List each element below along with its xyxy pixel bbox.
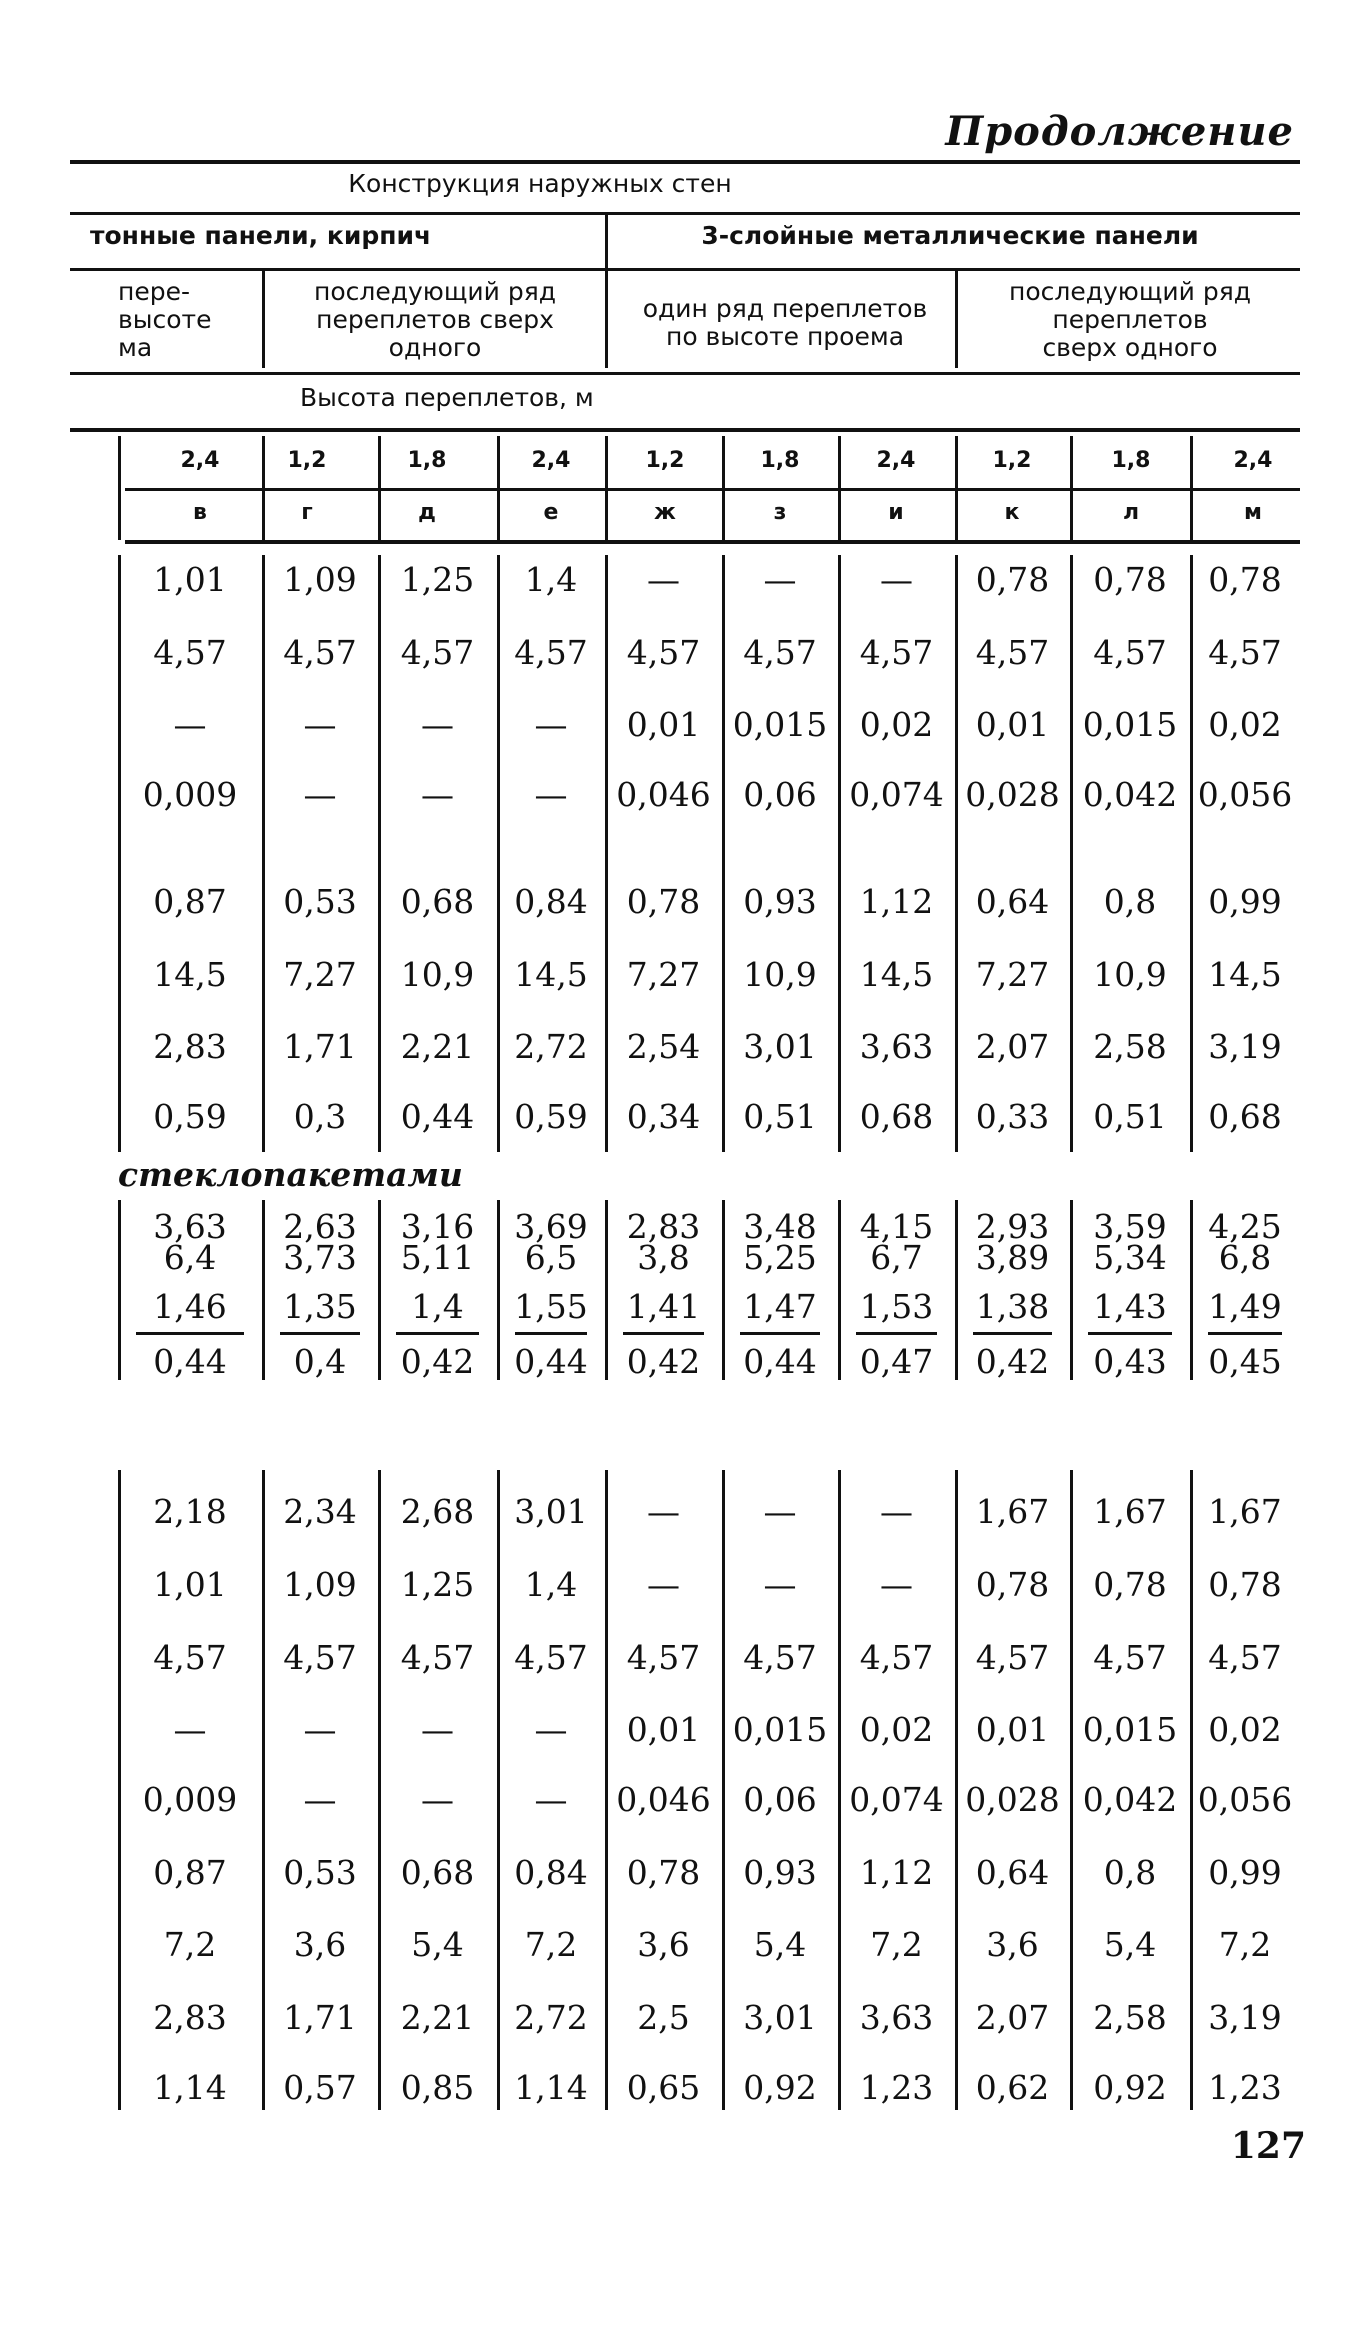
top-row-2-cell: —	[303, 705, 337, 744]
glazing-row-1-cell: 3,89	[975, 1238, 1050, 1277]
fraction-bar-7	[973, 1332, 1052, 1335]
body-divider-9-1	[1190, 1200, 1193, 1380]
bottom-row-8-cell: 0,65	[626, 2068, 701, 2107]
top-row-5-cell: 7,27	[975, 955, 1050, 994]
top-row-6-cell: 2,58	[1093, 1027, 1167, 1066]
fraction-numerator-cell: 1,41	[626, 1287, 701, 1326]
bottom-row-1-cell: 0,78	[1093, 1565, 1167, 1604]
body-divider-1-2	[262, 1470, 265, 2110]
height-label: Высота переплетов, м	[300, 383, 594, 412]
top-row-6-cell: 2,54	[626, 1027, 701, 1066]
top-row-0-cell: —	[647, 560, 680, 599]
glazing-row-1-cell: 3,8	[637, 1238, 690, 1277]
column-height-3: 2,4	[531, 448, 571, 473]
bottom-row-2-cell: 4,57	[283, 1638, 357, 1677]
header-rule-2	[70, 212, 1300, 215]
top-row-3-cell: 0,074	[849, 775, 944, 814]
fraction-denominator-cell: 0,44	[514, 1342, 588, 1381]
bottom-row-7-cell: 2,72	[514, 1998, 588, 2037]
glazing-row-0-cell: 3,59	[1093, 1207, 1167, 1246]
bottom-row-0-cell: —	[763, 1492, 797, 1531]
bottom-row-5-cell: 0,64	[975, 1853, 1050, 1892]
top-row-5-cell: 7,27	[283, 955, 357, 994]
bottom-row-4-cell: 0,046	[616, 1780, 711, 1819]
top-row-4-cell: 0,53	[283, 882, 357, 921]
top-row-4-cell: 1,12	[859, 882, 934, 921]
fraction-numerator-cell: 1,4	[411, 1287, 464, 1326]
fraction-bar-2	[396, 1332, 479, 1335]
bottom-row-1-cell: 0,78	[1208, 1565, 1282, 1604]
glazing-row-1-cell: 5,11	[400, 1238, 475, 1277]
top-row-4-cell: 0,8	[1103, 882, 1157, 921]
column-header-divider-0	[118, 436, 121, 540]
body-divider-5-0	[722, 555, 725, 1152]
top-row-2-cell: 0,01	[626, 705, 701, 744]
body-divider-7-0	[955, 555, 958, 1152]
glazing-row-1-cell: 5,34	[1093, 1238, 1167, 1277]
bottom-row-4-cell: —	[303, 1780, 337, 1819]
bottom-row-7-cell: 3,63	[859, 1998, 934, 2037]
bottom-row-2-cell: 4,57	[400, 1638, 475, 1677]
glazing-row-0-cell: 3,63	[153, 1207, 227, 1246]
continued-label: Продолжение	[945, 108, 1294, 155]
top-row-1-cell: 4,57	[400, 633, 475, 672]
top-row-4-cell: 0,64	[975, 882, 1050, 921]
bottom-row-3-cell: —	[534, 1710, 568, 1749]
top-row-6-cell: 3,19	[1208, 1027, 1282, 1066]
top-row-7-cell: 0,68	[1208, 1097, 1282, 1136]
bottom-row-1-cell: 1,4	[524, 1565, 578, 1604]
bottom-row-0-cell: —	[647, 1492, 680, 1531]
body-divider-3-1	[497, 1200, 500, 1380]
bottom-row-3-cell: 0,02	[1208, 1710, 1282, 1749]
column-height-8: 1,8	[1111, 448, 1151, 473]
top-row-4-cell: 0,87	[153, 882, 227, 921]
fraction-bar-3	[515, 1332, 587, 1335]
bottom-row-8-cell: 0,62	[975, 2068, 1050, 2107]
bottom-row-2-cell: 4,57	[1093, 1638, 1167, 1677]
top-row-5-cell: 10,9	[400, 955, 475, 994]
sub-right-2: последующий ряд переплетов сверх одного	[1008, 277, 1252, 362]
body-divider-1-0	[262, 555, 265, 1152]
fraction-numerator-cell: 1,43	[1093, 1287, 1167, 1326]
bottom-row-4-cell: 0,056	[1197, 1780, 1293, 1819]
column-letter-6: и	[888, 500, 904, 525]
top-row-2-cell: —	[421, 705, 454, 744]
bottom-row-3-cell: 0,01	[975, 1710, 1050, 1749]
bottom-row-4-cell: —	[421, 1780, 454, 1819]
top-row-6-cell: 3,01	[743, 1027, 817, 1066]
bottom-row-5-cell: 0,78	[626, 1853, 701, 1892]
bottom-row-5-cell: 0,84	[514, 1853, 588, 1892]
top-row-2-cell: 0,015	[1082, 705, 1178, 744]
bottom-row-6-cell: 7,2	[524, 1925, 578, 1964]
top-row-5-cell: 14,5	[859, 955, 934, 994]
body-divider-0-2	[118, 1470, 121, 2110]
top-row-4-cell: 0,78	[626, 882, 701, 921]
bottom-row-6-cell: 7,2	[870, 1925, 923, 1964]
top-row-0-cell: —	[880, 560, 913, 599]
top-row-1-cell: 4,57	[283, 633, 357, 672]
page-number: 127	[1230, 2125, 1306, 2167]
top-row-6-cell: 2,21	[400, 1027, 475, 1066]
glazing-row-1-cell: 6,4	[163, 1238, 217, 1277]
top-row-1-cell: 4,57	[743, 633, 817, 672]
bottom-row-7-cell: 3,19	[1208, 1998, 1282, 2037]
bottom-row-0-cell: 2,18	[153, 1492, 227, 1531]
bottom-row-1-cell: —	[880, 1565, 913, 1604]
top-row-3-cell: 0,028	[965, 775, 1060, 814]
bottom-row-5-cell: 0,8	[1103, 1853, 1157, 1892]
bottom-row-6-cell: 7,2	[163, 1925, 217, 1964]
top-row-1-cell: 4,57	[153, 633, 227, 672]
fraction-denominator-cell: 0,43	[1093, 1342, 1167, 1381]
top-row-5-cell: 14,5	[153, 955, 227, 994]
header-rule-5	[70, 428, 1300, 432]
bottom-row-6-cell: 5,4	[753, 1925, 807, 1964]
top-row-7-cell: 0,68	[859, 1097, 934, 1136]
bottom-row-8-cell: 1,23	[1208, 2068, 1282, 2107]
body-divider-2-2	[378, 1470, 381, 2110]
sub-left-2: последующий ряд переплетов сверх одного	[313, 277, 557, 362]
top-row-3-cell: —	[534, 775, 568, 814]
bottom-row-3-cell: 0,02	[859, 1710, 934, 1749]
column-height-9: 2,4	[1233, 448, 1273, 473]
column-height-2: 1,8	[407, 448, 447, 473]
construction-title: Конструкция наружных стен	[348, 169, 732, 198]
top-row-0-cell: 0,78	[975, 560, 1050, 599]
body-divider-7-1	[955, 1200, 958, 1380]
glazing-row-0-cell: 3,48	[743, 1207, 817, 1246]
bottom-row-0-cell: 1,67	[1093, 1492, 1167, 1531]
bottom-row-0-cell: 2,34	[283, 1492, 357, 1531]
bottom-row-7-cell: 2,5	[637, 1998, 690, 2037]
fraction-bar-9	[1208, 1332, 1282, 1335]
top-row-7-cell: 0,34	[626, 1097, 701, 1136]
glazing-row-0-cell: 2,83	[626, 1207, 701, 1246]
body-divider-5-1	[722, 1200, 725, 1380]
bottom-row-7-cell: 1,71	[283, 1998, 357, 2037]
bottom-row-2-cell: 4,57	[514, 1638, 588, 1677]
top-row-3-cell: —	[421, 775, 454, 814]
fraction-numerator-cell: 1,55	[514, 1287, 588, 1326]
fraction-denominator-cell: 0,47	[859, 1342, 934, 1381]
bottom-row-1-cell: —	[763, 1565, 797, 1604]
fraction-numerator-cell: 1,53	[859, 1287, 934, 1326]
bottom-row-3-cell: 0,015	[732, 1710, 828, 1749]
fraction-numerator-cell: 1,49	[1208, 1287, 1282, 1326]
bottom-row-6-cell: 5,4	[1103, 1925, 1157, 1964]
bottom-row-7-cell: 2,21	[400, 1998, 475, 2037]
bottom-row-0-cell: —	[880, 1492, 913, 1531]
bottom-row-2-cell: 4,57	[1208, 1638, 1282, 1677]
column-letter-8: л	[1122, 500, 1140, 525]
top-row-0-cell: 0,78	[1208, 560, 1282, 599]
column-letter-0: в	[193, 500, 207, 525]
glazing-row-1-cell: 6,7	[870, 1238, 923, 1277]
top-row-1-cell: 4,57	[859, 633, 934, 672]
body-divider-6-2	[838, 1470, 841, 2110]
bottom-row-5-cell: 0,87	[153, 1853, 227, 1892]
top-row-2-cell: 0,02	[859, 705, 934, 744]
sub-divider-1	[262, 270, 265, 368]
column-letter-9: м	[1244, 500, 1262, 525]
top-row-5-cell: 14,5	[1208, 955, 1282, 994]
fraction-numerator-cell: 1,47	[743, 1287, 817, 1326]
header-rule-4	[70, 372, 1300, 375]
bottom-row-2-cell: 4,57	[153, 1638, 227, 1677]
fraction-denominator-cell: 0,42	[626, 1342, 701, 1381]
group-left-label: тонные панели, кирпич	[90, 221, 432, 250]
header-rule-top	[70, 160, 1300, 164]
header-rule-3	[70, 268, 1300, 271]
top-row-0-cell: 1,01	[153, 560, 227, 599]
fraction-bar-1	[280, 1332, 360, 1335]
glazing-row-0-cell: 2,63	[283, 1207, 357, 1246]
bottom-row-1-cell: 1,25	[400, 1565, 475, 1604]
column-letter-4: ж	[654, 500, 676, 525]
fraction-denominator-cell: 0,42	[400, 1342, 475, 1381]
top-row-7-cell: 0,51	[1093, 1097, 1167, 1136]
bottom-row-1-cell: 0,78	[975, 1565, 1050, 1604]
top-row-4-cell: 0,84	[514, 882, 588, 921]
bottom-row-0-cell: 1,67	[1208, 1492, 1282, 1531]
bottom-row-5-cell: 0,53	[283, 1853, 357, 1892]
bottom-row-7-cell: 3,01	[743, 1998, 817, 2037]
bottom-row-7-cell: 2,83	[153, 1998, 227, 2037]
top-row-6-cell: 2,72	[514, 1027, 588, 1066]
body-divider-8-0	[1070, 555, 1073, 1152]
bottom-row-5-cell: 0,68	[400, 1853, 475, 1892]
top-row-0-cell: 0,78	[1093, 560, 1167, 599]
bottom-row-6-cell: 3,6	[637, 1925, 690, 1964]
section-label: стеклопакетами	[118, 1155, 463, 1194]
glazing-row-0-cell: 4,25	[1208, 1207, 1282, 1246]
bottom-row-6-cell: 5,4	[411, 1925, 464, 1964]
top-row-2-cell: 0,015	[732, 705, 828, 744]
top-row-6-cell: 2,07	[975, 1027, 1050, 1066]
bottom-row-2-cell: 4,57	[743, 1638, 817, 1677]
bottom-row-3-cell: —	[303, 1710, 337, 1749]
top-row-5-cell: 7,27	[626, 955, 701, 994]
bottom-row-8-cell: 0,92	[743, 2068, 817, 2107]
top-row-7-cell: 0,33	[975, 1097, 1050, 1136]
top-row-1-cell: 4,57	[1093, 633, 1167, 672]
body-divider-2-0	[378, 555, 381, 1152]
glazing-row-1-cell: 3,73	[283, 1238, 357, 1277]
top-row-0-cell: 1,25	[400, 560, 475, 599]
bottom-row-2-cell: 4,57	[626, 1638, 701, 1677]
top-row-6-cell: 1,71	[283, 1027, 357, 1066]
column-height-1: 1,2	[287, 448, 327, 473]
bottom-row-7-cell: 2,58	[1093, 1998, 1167, 2037]
body-divider-0-0	[118, 555, 121, 1152]
fraction-bar-0	[136, 1332, 244, 1335]
bottom-row-5-cell: 0,93	[743, 1853, 817, 1892]
top-row-7-cell: 0,59	[514, 1097, 588, 1136]
top-row-7-cell: 0,59	[153, 1097, 227, 1136]
fraction-bar-6	[856, 1332, 937, 1335]
top-row-4-cell: 0,99	[1208, 882, 1282, 921]
sub-divider-3	[955, 270, 958, 368]
top-row-5-cell: 10,9	[743, 955, 817, 994]
fraction-numerator-cell: 1,46	[153, 1287, 227, 1326]
body-divider-0-1	[118, 1200, 121, 1380]
glazing-row-1-cell: 6,8	[1218, 1238, 1272, 1277]
body-divider-8-1	[1070, 1200, 1073, 1380]
bottom-row-8-cell: 0,92	[1093, 2068, 1167, 2107]
top-row-7-cell: 0,44	[400, 1097, 475, 1136]
body-divider-4-0	[605, 555, 608, 1152]
group-right-label: 3-слойные металлические панели	[701, 221, 1199, 250]
body-divider-6-0	[838, 555, 841, 1152]
bottom-row-7-cell: 2,07	[975, 1998, 1050, 2037]
bottom-row-3-cell: 0,015	[1082, 1710, 1178, 1749]
body-divider-3-0	[497, 555, 500, 1152]
top-row-3-cell: 0,009	[142, 775, 238, 814]
body-divider-7-2	[955, 1470, 958, 2110]
column-height-4: 1,2	[645, 448, 685, 473]
column-height-5: 1,8	[760, 448, 800, 473]
bottom-row-3-cell: —	[173, 1710, 207, 1749]
bottom-row-4-cell: 0,009	[142, 1780, 238, 1819]
top-row-2-cell: —	[173, 705, 207, 744]
bottom-row-0-cell: 3,01	[514, 1492, 588, 1531]
body-divider-9-0	[1190, 555, 1193, 1152]
bottom-row-2-cell: 4,57	[859, 1638, 934, 1677]
bottom-row-1-cell: 1,09	[283, 1565, 357, 1604]
body-divider-4-2	[605, 1470, 608, 2110]
top-row-5-cell: 10,9	[1093, 955, 1167, 994]
sub-divider-2	[605, 214, 608, 368]
sub-left-1: пере- высоте ма	[118, 277, 212, 362]
top-row-4-cell: 0,68	[400, 882, 475, 921]
bottom-row-6-cell: 3,6	[986, 1925, 1039, 1964]
top-row-1-cell: 4,57	[626, 633, 701, 672]
top-row-3-cell: —	[303, 775, 337, 814]
fraction-denominator-cell: 0,44	[743, 1342, 817, 1381]
top-row-1-cell: 4,57	[1208, 633, 1282, 672]
bottom-row-3-cell: 0,01	[626, 1710, 701, 1749]
bottom-row-8-cell: 1,14	[153, 2068, 227, 2107]
fraction-denominator-cell: 0,42	[975, 1342, 1050, 1381]
body-divider-3-2	[497, 1470, 500, 2110]
column-letter-1: г	[301, 500, 313, 525]
top-row-5-cell: 14,5	[514, 955, 588, 994]
top-row-3-cell: 0,06	[743, 775, 817, 814]
column-letter-5: з	[773, 500, 787, 525]
fraction-bar-8	[1088, 1332, 1172, 1335]
top-row-3-cell: 0,056	[1197, 775, 1293, 814]
fraction-denominator-cell: 0,4	[293, 1342, 347, 1381]
fraction-denominator-cell: 0,44	[153, 1342, 227, 1381]
column-height-6: 2,4	[876, 448, 916, 473]
top-row-2-cell: 0,02	[1208, 705, 1282, 744]
column-height-7: 1,2	[992, 448, 1032, 473]
bottom-row-4-cell: —	[534, 1780, 568, 1819]
body-divider-4-1	[605, 1200, 608, 1380]
bottom-row-5-cell: 1,12	[859, 1853, 934, 1892]
bottom-row-8-cell: 1,23	[859, 2068, 934, 2107]
glazing-row-0-cell: 3,69	[514, 1207, 588, 1246]
bottom-row-1-cell: 1,01	[153, 1565, 227, 1604]
top-row-0-cell: 1,09	[283, 560, 357, 599]
bottom-row-4-cell: 0,06	[743, 1780, 817, 1819]
bottom-row-2-cell: 4,57	[975, 1638, 1050, 1677]
column-letter-2: д	[418, 500, 436, 525]
body-divider-2-1	[378, 1200, 381, 1380]
bottom-row-1-cell: —	[647, 1565, 680, 1604]
bottom-row-0-cell: 2,68	[400, 1492, 475, 1531]
bottom-row-8-cell: 0,85	[400, 2068, 475, 2107]
body-divider-6-1	[838, 1200, 841, 1380]
glazing-row-1-cell: 6,5	[524, 1238, 578, 1277]
top-row-7-cell: 0,51	[743, 1097, 817, 1136]
body-divider-8-2	[1070, 1470, 1073, 2110]
bottom-row-3-cell: —	[421, 1710, 454, 1749]
top-row-0-cell: 1,4	[524, 560, 578, 599]
bottom-row-4-cell: 0,028	[965, 1780, 1060, 1819]
top-row-2-cell: 0,01	[975, 705, 1050, 744]
glazing-row-0-cell: 2,93	[975, 1207, 1050, 1246]
top-row-3-cell: 0,042	[1082, 775, 1178, 814]
column-letter-3: е	[543, 500, 559, 525]
header-rule-7	[125, 540, 1300, 544]
bottom-row-4-cell: 0,074	[849, 1780, 944, 1819]
fraction-numerator-cell: 1,38	[975, 1287, 1050, 1326]
top-row-7-cell: 0,3	[293, 1097, 347, 1136]
glazing-row-0-cell: 3,16	[400, 1207, 475, 1246]
header-rule-6	[125, 488, 1300, 491]
fraction-bar-4	[623, 1332, 704, 1335]
fraction-denominator-cell: 0,45	[1208, 1342, 1282, 1381]
sub-right-1: один ряд переплетов по высоте проема	[642, 294, 928, 351]
top-row-0-cell: —	[763, 560, 797, 599]
body-divider-1-1	[262, 1200, 265, 1380]
top-row-6-cell: 2,83	[153, 1027, 227, 1066]
body-divider-9-2	[1190, 1470, 1193, 2110]
bottom-row-0-cell: 1,67	[975, 1492, 1050, 1531]
body-divider-5-2	[722, 1470, 725, 2110]
column-height-0: 2,4	[180, 448, 220, 473]
bottom-row-6-cell: 7,2	[1218, 1925, 1272, 1964]
bottom-row-4-cell: 0,042	[1082, 1780, 1178, 1819]
fraction-numerator-cell: 1,35	[283, 1287, 357, 1326]
bottom-row-5-cell: 0,99	[1208, 1853, 1282, 1892]
top-row-3-cell: 0,046	[616, 775, 711, 814]
glazing-row-0-cell: 4,15	[859, 1207, 934, 1246]
column-letter-7: к	[1004, 500, 1020, 525]
top-row-1-cell: 4,57	[514, 633, 588, 672]
top-row-4-cell: 0,93	[743, 882, 817, 921]
top-row-1-cell: 4,57	[975, 633, 1050, 672]
top-row-2-cell: —	[534, 705, 568, 744]
glazing-row-1-cell: 5,25	[743, 1238, 817, 1277]
bottom-row-8-cell: 1,14	[514, 2068, 588, 2107]
bottom-row-8-cell: 0,57	[283, 2068, 357, 2107]
fraction-bar-5	[740, 1332, 820, 1335]
top-row-6-cell: 3,63	[859, 1027, 934, 1066]
bottom-row-6-cell: 3,6	[293, 1925, 347, 1964]
